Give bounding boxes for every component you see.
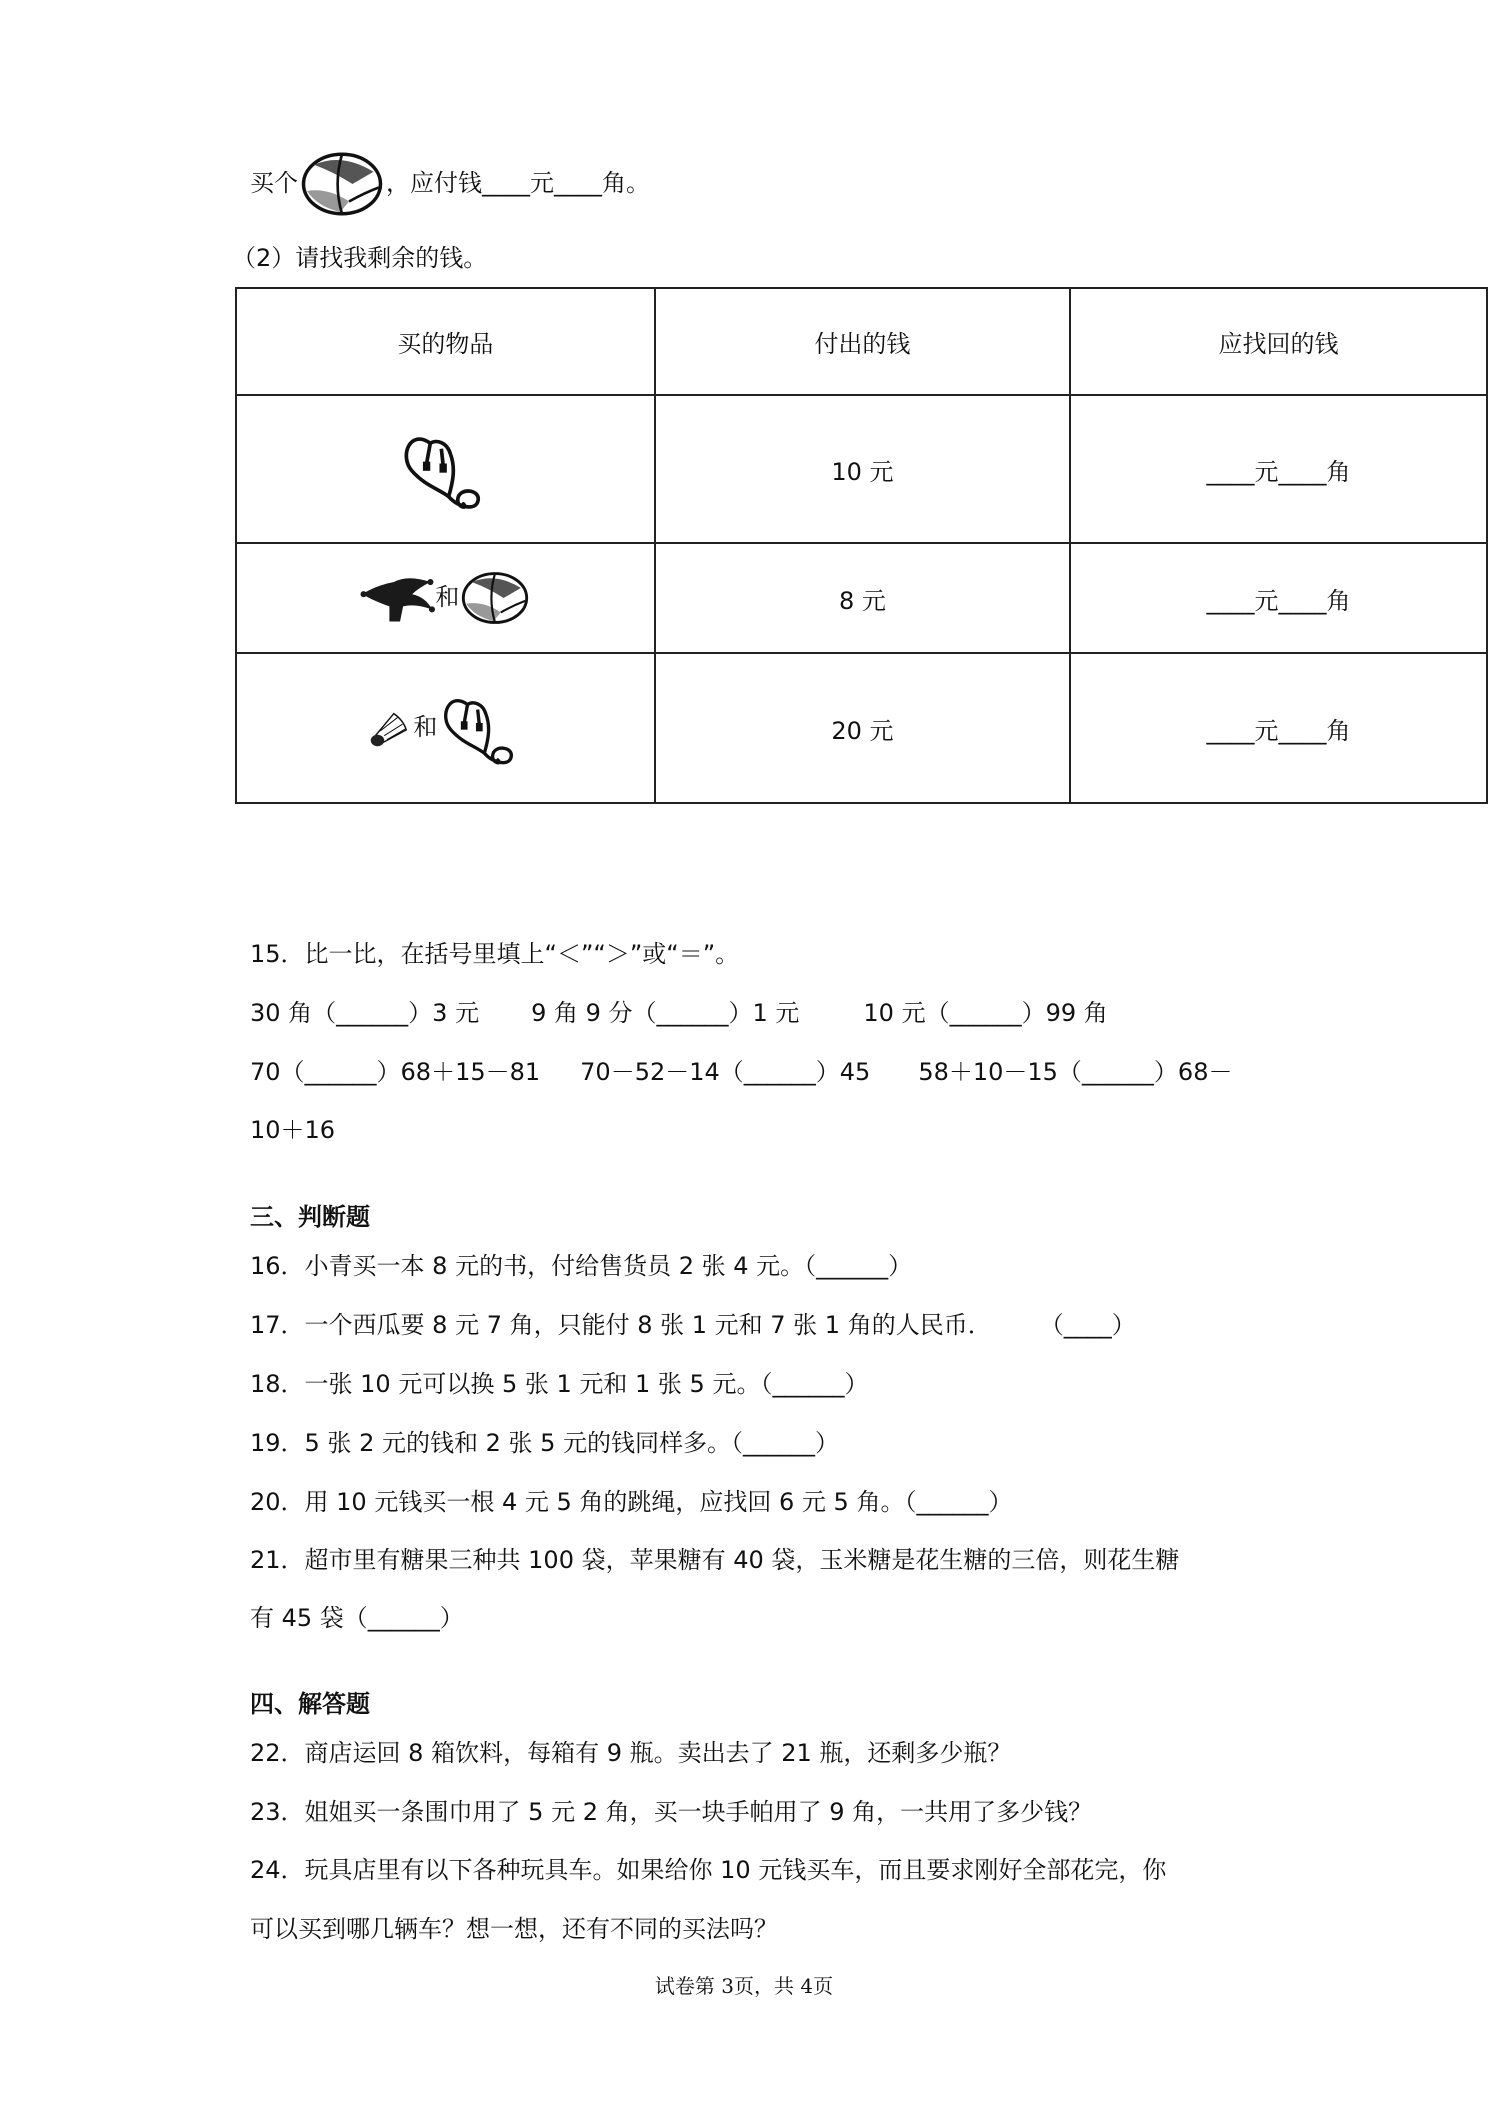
page-footer: 试卷第 3页，共 4页 (654, 1974, 834, 1998)
items-cell (236, 653, 655, 803)
q15-item: 10 元（______）99 角 (863, 999, 1108, 1027)
change-cell: ____元____角 (1070, 395, 1487, 543)
judge-item: 21．超市里有糖果三种共 100 袋，苹果糖有 40 袋，玉米糖是花生糖的三倍，则花生糖 (250, 1546, 1180, 1574)
q15-row2 (250, 1056, 1232, 1088)
q14-part1-post: ，应付钱____元____角。 (386, 169, 650, 197)
table-header-cell: 付出的钱 (655, 288, 1070, 395)
change-table (235, 287, 1488, 804)
jester-hat-icon (359, 571, 435, 625)
change-cell: ____元____角 (1070, 653, 1487, 803)
table-header-cell: 应找回的钱 (1070, 288, 1487, 395)
q15-item: 70－52－14（______）45 (580, 1058, 871, 1086)
judge-item: 19．5 张 2 元的钱和 2 张 5 元的钱同样多。（______） (250, 1429, 840, 1457)
q15-item: 9 角 9 分（______）1 元 (531, 999, 800, 1027)
judge-item: 20．用 10 元钱买一根 4 元 5 角的跳绳，应找回 6 元 5 角。（______） (250, 1488, 1013, 1516)
joiner-text: 和 (413, 713, 438, 741)
table-row (236, 395, 1487, 543)
jump-rope-icon (437, 686, 525, 770)
paid-cell: 20 元 (655, 653, 1070, 803)
section3-heading: 三、判断题 (250, 1203, 370, 1231)
answer-item: 24．玩具店里有以下各种玩具车。如果给你 10 元钱买车，而且要求刚好全部花完，你 (250, 1856, 1167, 1884)
judge-item: 18．一张 10 元可以换 5 张 1 元和 1 张 5 元。（______） (250, 1370, 869, 1398)
table-row (236, 653, 1487, 803)
paid-cell: 8 元 (655, 543, 1070, 653)
q15-row1 (250, 997, 1108, 1029)
q15-title: 15．比一比，在括号里填上“＜”“＞”或“＝”。 (250, 940, 740, 968)
jump-rope-icon (397, 423, 493, 515)
table-row (236, 543, 1487, 653)
answer-item: 23．姐姐买一条围巾用了 5 元 2 角，买一块手帕用了 9 角，一共用了多少钱？ (250, 1798, 1093, 1826)
judge-item: 16．小青买一本 8 元的书，付给售货员 2 张 4 元。（______） (250, 1252, 913, 1280)
beach-ball-icon (298, 149, 386, 219)
shuttlecock-icon (365, 707, 413, 749)
change-cell: ____元____角 (1070, 543, 1487, 653)
q14-part2-title: （2）请找我剩余的钱。 (232, 244, 488, 272)
q15-item: 58＋10－15（______）68－ (918, 1058, 1233, 1086)
q15-item: 70（______）68＋15－81 (250, 1058, 541, 1086)
judge-item: 有 45 袋（______） (250, 1604, 464, 1632)
judge-item: 17．一个西瓜要 8 元 7 角，只能付 8 张 1 元和 7 张 1 角的人民币． （____） (250, 1311, 1136, 1339)
joiner-text: 和 (435, 583, 460, 611)
q14-part1-pre: 买个 (250, 169, 298, 197)
paid-cell: 10 元 (655, 395, 1070, 543)
section4-heading: 四、解答题 (250, 1690, 370, 1718)
table-header-row (236, 288, 1487, 395)
table-header-cell: 买的物品 (236, 288, 655, 395)
beach-ball-icon (459, 568, 531, 628)
q15-item: 30 角（______）3 元 (250, 999, 480, 1027)
q15-row3: 10＋16 (250, 1116, 336, 1144)
answer-item: 可以买到哪几辆车？想一想，还有不同的买法吗？ (250, 1915, 778, 1943)
answer-item: 22．商店运回 8 箱饮料，每箱有 9 瓶。卖出去了 21 瓶，还剩多少瓶？ (250, 1739, 1012, 1767)
items-cell (236, 395, 655, 543)
items-cell (236, 543, 655, 653)
q14-part1-line (250, 149, 650, 219)
